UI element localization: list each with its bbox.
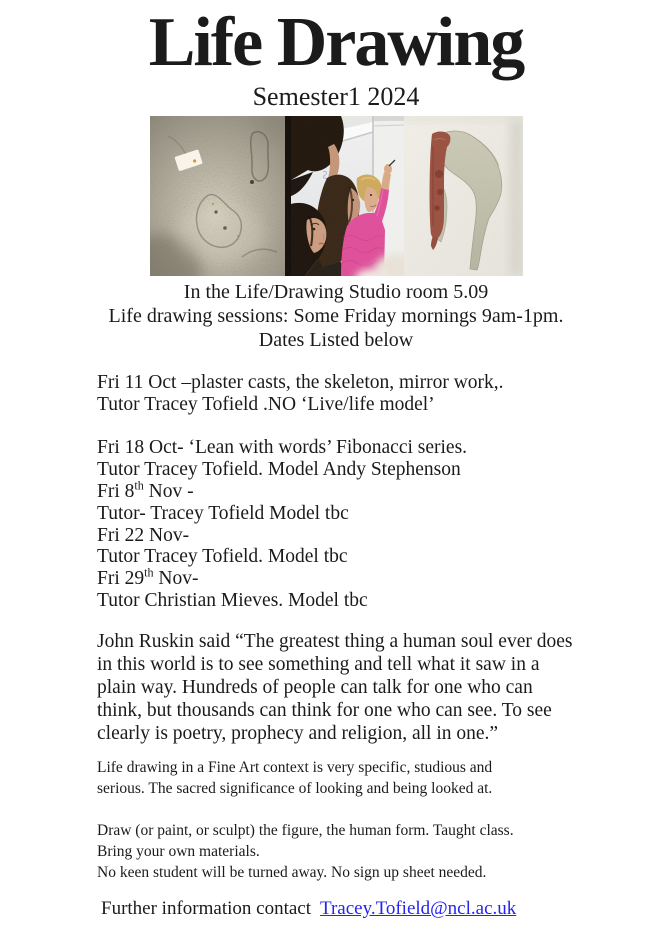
schedule-block-remaining	[97, 437, 672, 611]
quote-line: clearly is poetry, prophecy and religion, all in one.”	[97, 722, 499, 744]
schedule-line: Tutor Tracey Tofield. Model Andy Stephenson	[97, 459, 461, 481]
schedule-line: Fri 18 Oct- ‘Lean with words’ Fibonacci series.	[97, 437, 468, 459]
schedule-line: Tutor- Tracey Tofield Model tbc	[97, 502, 349, 524]
contact-label: Further information contact	[101, 897, 311, 919]
contact-line	[101, 897, 672, 921]
studio-room-line: In the Life/Drawing Studio room 5.09	[183, 281, 489, 303]
quote-line: John Ruskin said “The greatest thing a human soul ever does	[97, 630, 573, 652]
photo-strip	[0, 116, 672, 276]
quote-line: in this world is to see something and tell what it saw in a	[97, 653, 540, 675]
practical-paragraph	[97, 820, 672, 883]
schedule-line: Tutor Christian Mieves. Model tbc	[97, 589, 368, 611]
details-line: Bring your own materials.	[97, 842, 260, 860]
page-title: Life Drawing	[148, 4, 524, 81]
details-line: Life drawing in a Fine Art context is very specific, studious and	[97, 758, 493, 776]
page-subtitle: Semester1 2024	[252, 82, 420, 111]
schedule-line: Tutor Tracey Tofield. Model tbc	[97, 546, 348, 568]
ordinal-suffix: th	[134, 478, 144, 493]
schedule-block-oct11	[97, 372, 672, 416]
schedule-line: Tutor Tracey Tofield .NO ‘Live/life model’	[97, 393, 435, 415]
details-line: Draw (or paint, or sculpt) the figure, the human form. Taught class.	[97, 821, 514, 839]
ordinal-suffix: th	[144, 565, 154, 580]
quote-line: plain way. Hundreds of people can talk for one who can	[97, 676, 533, 698]
quote-line: think, but thousands can think for one who can see. To see	[97, 699, 552, 721]
sessions-line: Life drawing sessions: Some Friday mornings 9am-1pm.	[108, 305, 564, 327]
context-paragraph	[97, 757, 672, 799]
course-details	[97, 757, 672, 883]
photo-figure-painting	[404, 116, 523, 276]
schedule-line: Fri 22 Nov-	[97, 524, 190, 546]
session-schedule	[97, 372, 672, 612]
photo-chalk-floor-drawing	[150, 116, 285, 276]
photo-students-drawing	[285, 116, 404, 276]
details-line: serious. The sacred significance of looking and being looked at.	[97, 779, 493, 797]
ruskin-quote	[97, 630, 602, 745]
schedule-line: Fri 8th Nov -	[97, 478, 194, 502]
schedule-line: Fri 29th Nov-	[97, 565, 199, 590]
email-link[interactable]: Tracey.Tofield@ncl.ac.uk	[320, 897, 517, 919]
location-info	[0, 280, 672, 352]
details-line: No keen student will be turned away. No sign up sheet needed.	[97, 863, 487, 881]
schedule-line: Fri 11 Oct –plaster casts, the skeleton, mirror work,.	[97, 372, 504, 393]
dates-heading: Dates Listed below	[258, 329, 414, 351]
